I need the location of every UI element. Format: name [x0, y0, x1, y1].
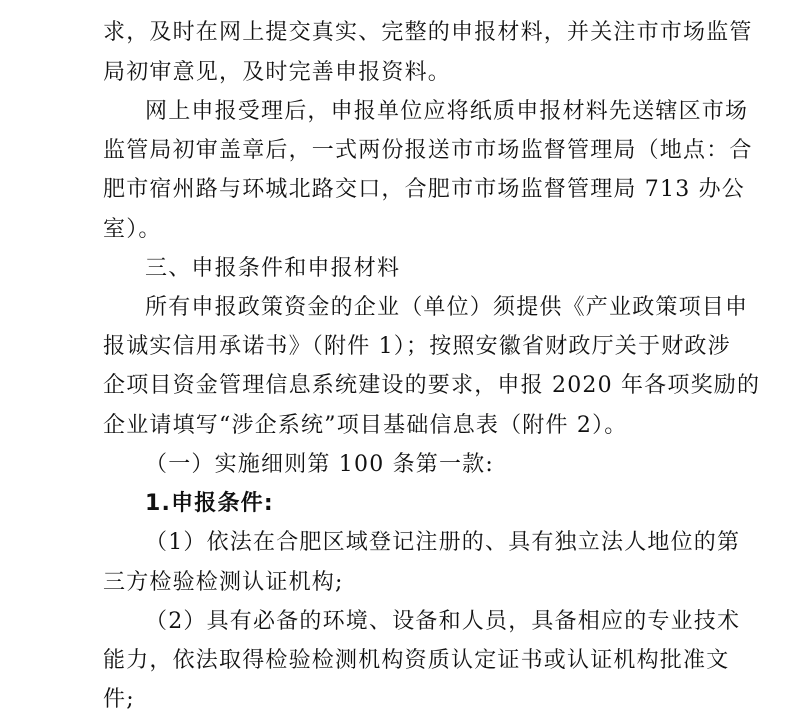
- paragraph-line: 所有申报政策资金的企业（单位）须提供《产业政策项目申: [145, 295, 749, 320]
- list-item-line: 三方检验检测认证机构;: [103, 570, 344, 595]
- paragraph-line: 求，及时在网上提交真实、完整的申报材料，并关注市市场监管: [103, 20, 753, 45]
- section-heading: 三、申报条件和申报材料: [145, 256, 401, 281]
- paragraph-line: 企业请填写“涉企系统”项目基础信息表（附件 2）。: [103, 413, 628, 438]
- paragraph-line: 网上申报受理后，申报单位应将纸质申报材料先送辖区市场: [145, 99, 749, 124]
- paragraph-line: 报诚实信用承诺书》（附件 1）；按照安徽省财政厅关于财政涉: [103, 334, 731, 359]
- paragraph-line: 室）。: [103, 217, 162, 242]
- paragraph-line: 企项目资金管理信息系统建设的要求，申报 2020 年各项奖励的: [103, 373, 761, 398]
- subsection-heading: （一）实施细则第 100 条第一款:: [145, 452, 494, 477]
- paragraph-line: 局初审意见，及时完善申报资料。: [103, 60, 452, 85]
- list-item-line: （2）具有必备的环境、设备和人员，具备相应的专业技术: [145, 609, 741, 634]
- paragraph-line: 监管局初审盖章后，一式两份报送市市场监督管理局（地点：合: [103, 138, 753, 163]
- paragraph-line: 肥市宿州路与环城北路交口，合肥市市场监督管理局 713 办公: [103, 177, 745, 202]
- list-item-line: 件;: [103, 687, 135, 712]
- list-item-line: 能力，依法取得检验检测机构资质认定证书或认证机构批准文: [103, 648, 730, 673]
- item-heading: 1.申报条件:: [145, 491, 274, 516]
- list-item-line: （1）依法在合肥区域登记注册的、具有独立法人地位的第: [145, 530, 741, 555]
